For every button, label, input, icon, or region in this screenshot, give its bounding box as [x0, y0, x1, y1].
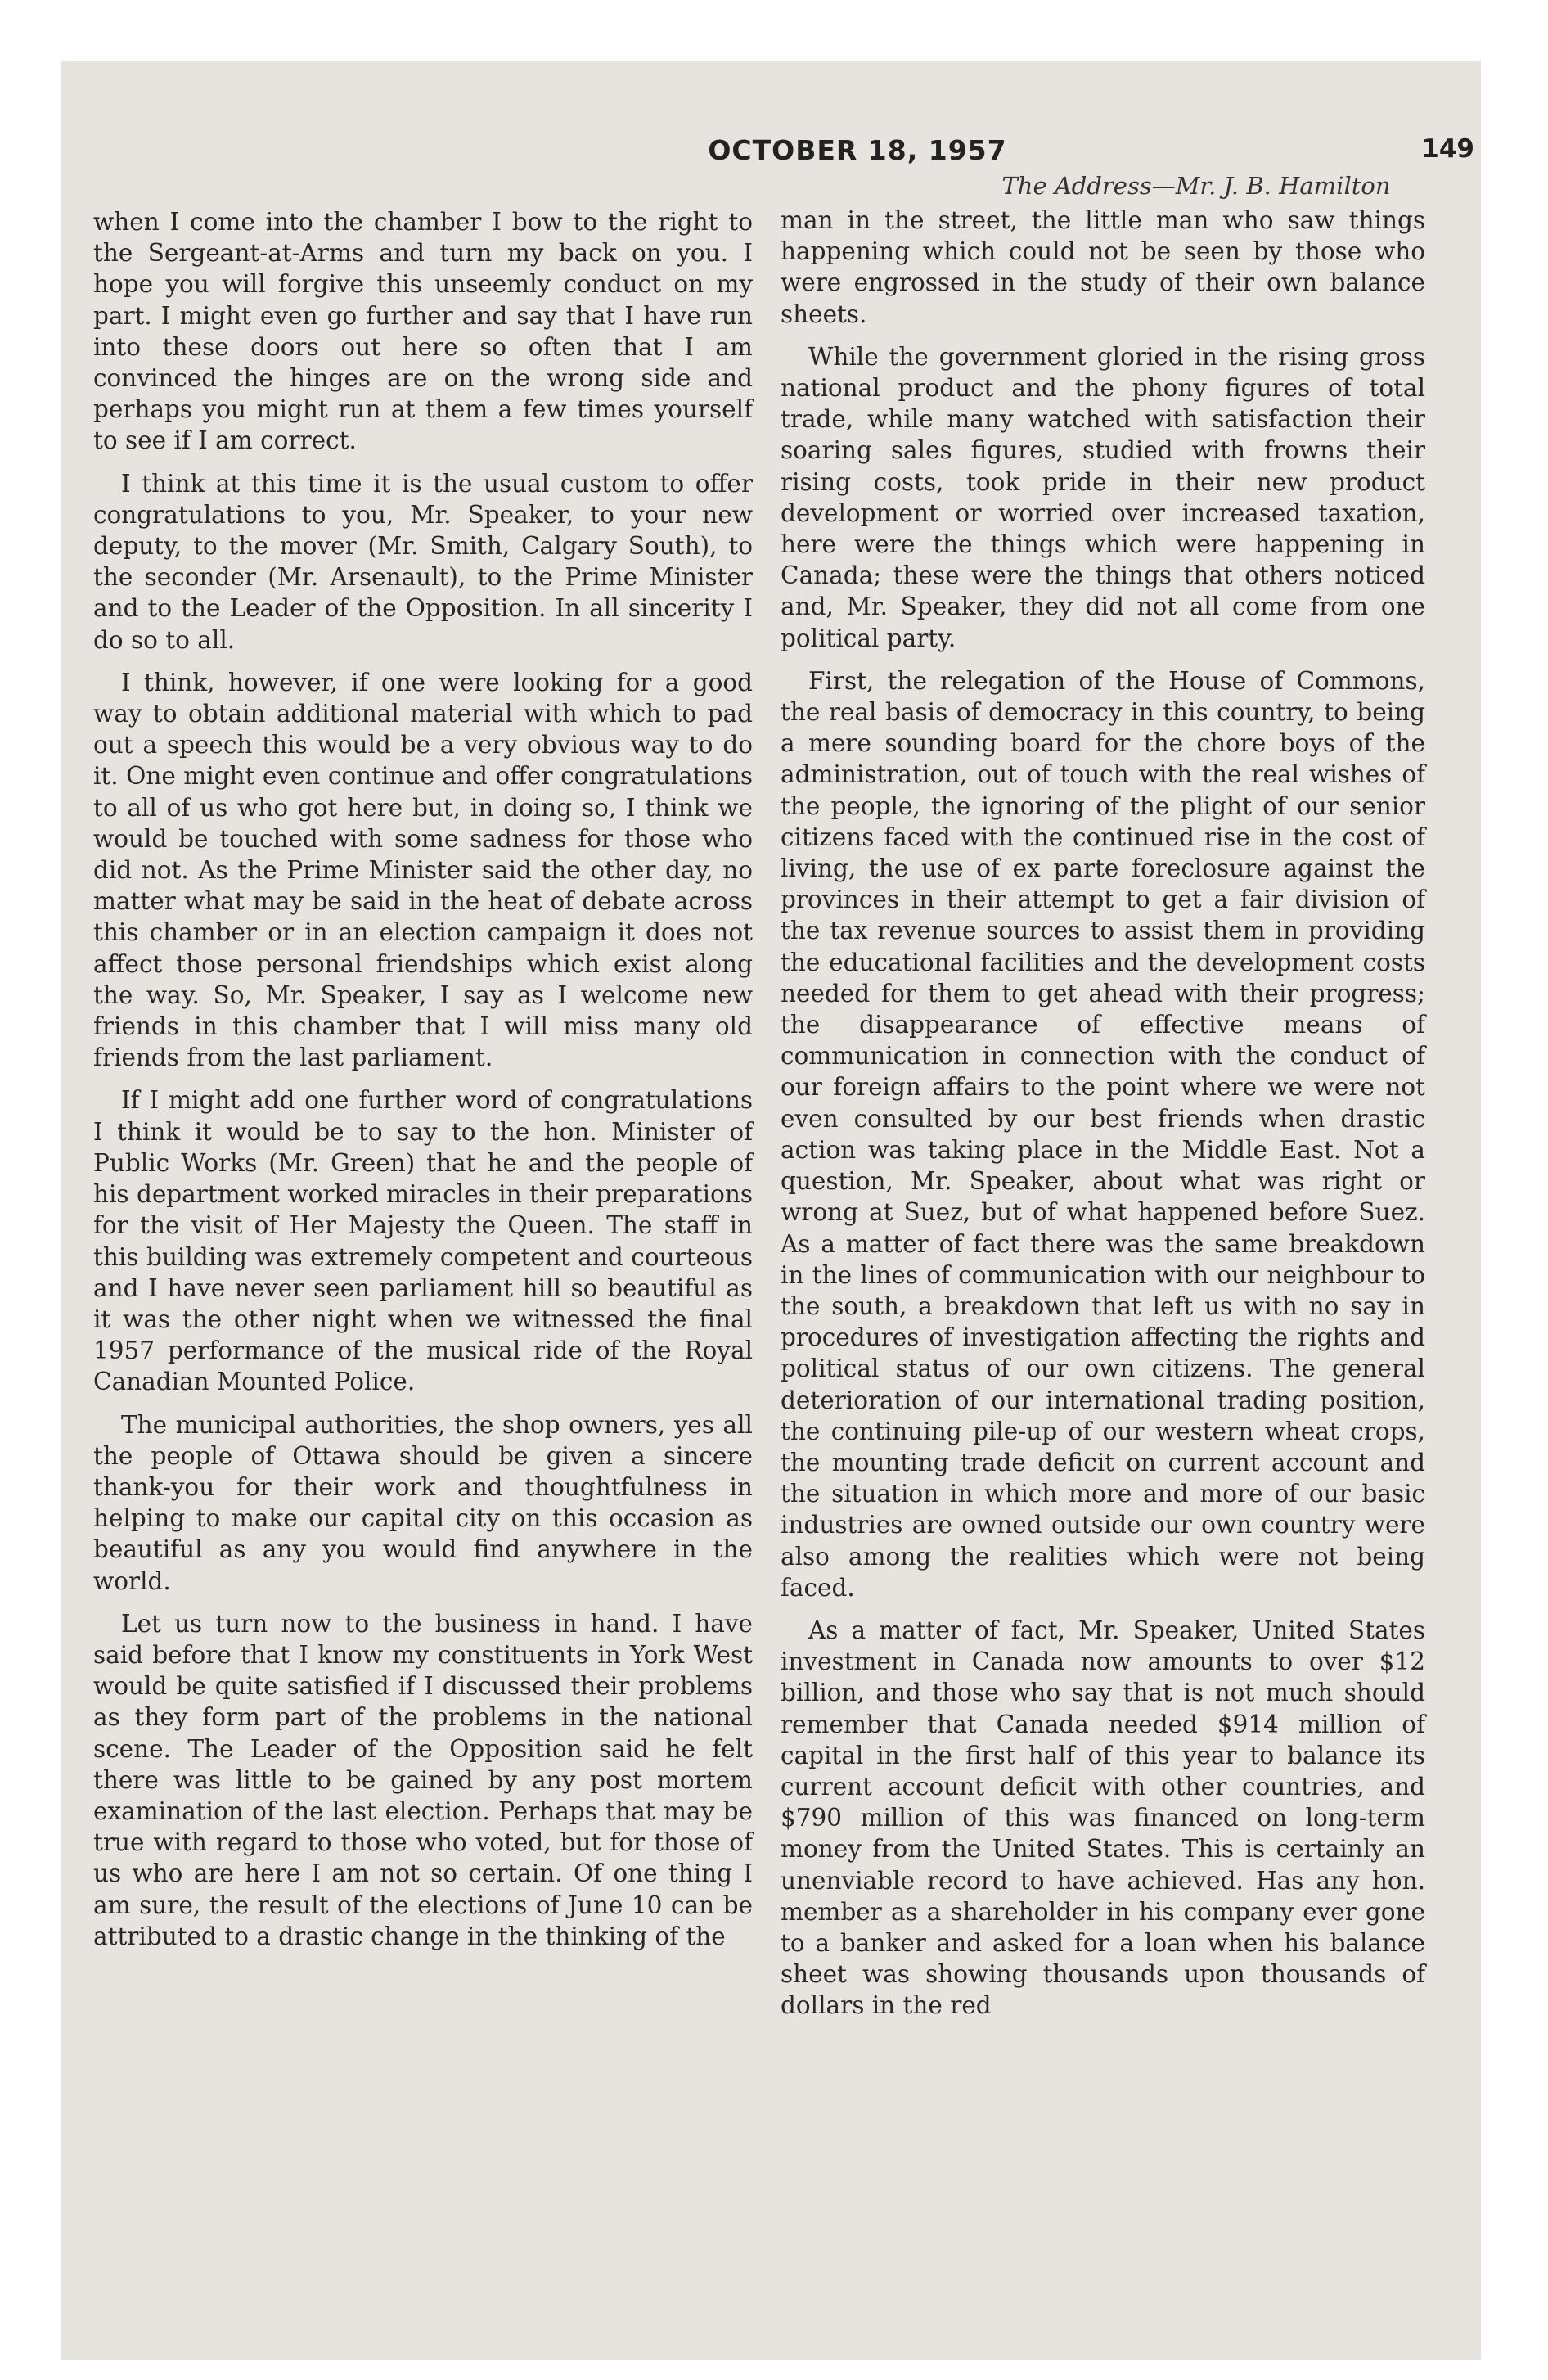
right-paragraph-3: First, the relegation of the House of Commons, the real basis of democracy in this country, to being a mere sounding board for the chore boys of the administration, out of touch with the real wishes of the people, the ignoring of the plight of our senior citizens faced with the continued rise in the cost of living, the use of ex parte foreclosure against the provinces in their attempt to get a fair division of the tax revenue sources to assist them in providing the educational facilities and the development costs needed for them to get ahead with their progress; the disappearance of effective means of communication in connection with the conduct of our foreign affairs to the point where we were not even consulted by our best friends when drastic action was taking place in the Middle East. Not a question, Mr. Speaker, about what was right or wrong at Suez, but of what happened before Suez. As a matter of fact there was the same breakdown in the lines of communication with our neighbour to the south, a breakdown that left us with no say in procedures of investigation affecting the rights and political status of our own citizens. The general deterioration of our international trading position, the continuing pile-up of our western wheat crops, the mounting trade deficit on current account and the situation in which more and more of our basic industries are owned outside our own country were also among the realities which were not being faced.	[781, 666, 1425, 1602]
left-column	[93, 206, 753, 1963]
right-paragraph-2: While the government gloried in the rising gross national product and the phony figures of total trade, while many watched with satisfaction their soaring sales figures, studied with frowns their rising costs, took pride in their new product development or worried over increased taxation, here were the things which were happening in Canada; these were the things that others noticed and, Mr. Speaker, they did not all come from one political party.	[781, 342, 1425, 652]
left-paragraph-5: The municipal authorities, the shop owners, yes all the people of Ottawa should be given a sincere thank-you for their work and thoughtfulness in helping to make our capital city on this occasion as beautiful as any you would find anywhere in the world.	[93, 1410, 753, 1595]
page-number: 149	[1421, 134, 1474, 164]
page-date-title: OCTOBER 18, 1957	[708, 134, 1007, 166]
left-paragraph-2: I think at this time it is the usual custom to offer congratulations to you, Mr. Speaker, to your new deputy, to the mover (Mr. Smith, Calgary South), to the seconder (Mr. Arsenault), to the Prime Minister and to the Leader of the Opposition. In all sincerity I do so to all.	[93, 469, 753, 654]
right-paragraph-1: man in the street, the little man who saw things happening which could not be seen by those who were engrossed in the study of their own balance sheets.	[781, 206, 1425, 328]
left-paragraph-3: I think, however, if one were looking for a good way to obtain additional material with which to pad out a speech this would be a very obvious way to do it. One might even continue and offer congratulations to all of us who got here but, in doing so, I think we would be touched with some sadness for those who did not. As the Prime Minister said the other day, no matter what may be said in the heat of debate across this chamber or in an election campaign it does not affect those personal friendships which exist along the way. So, Mr. Speaker, I say as I welcome new friends in this chamber that I will miss many old friends from the last parliament.	[93, 668, 753, 1072]
left-paragraph-1: when I come into the chamber I bow to the right to the Sergeant-at-Arms and turn my back on you. I hope you will forgive this unseemly conduct on my part. I might even go further and say that I have run into these doors out here so often that I am convinced the hinges are on the wrong side and perhaps you might run at them a few times yourself to see if I am correct.	[93, 208, 753, 455]
right-paragraph-4: As a matter of fact, Mr. Speaker, United States investment in Canada now amounts to over $12 billion, and those who say that is not much should remember that Canada needed $914 million of capital in the first half of this year to balance its current account deficit with other countries, and $790 million of this was financed on long-term money from the United States. This is certainly an unenviable record to have achieved. Has any hon. member as a shareholder in his company ever gone to a banker and asked for a loan when his balance sheet was showing thousands upon thousands of dollars in the red	[781, 1616, 1425, 2020]
right-column	[781, 205, 1425, 2033]
left-paragraph-6: Let us turn now to the business in hand. I have said before that I know my constituents in York West would be quite satisfied if I discussed their problems as they form part of the problems in the national scene. The Leader of the Opposition said he felt there was little to be gained by any post mortem examination of the last election. Perhaps that may be true with regard to those who voted, but for those of us who are here I am not so certain. Of one thing I am sure, the result of the elections of June 10 can be attributed to a drastic change in the thinking of the	[93, 1609, 753, 1950]
running-head: The Address—Mr. J. B. Hamilton	[1001, 172, 1391, 200]
left-paragraph-4: If I might add one further word of congratulations I think it would be to say to the hon. Minister of Public Works (Mr. Green) that he and the people of his department worked miracles in their preparations for the visit of Her Majesty the Queen. The staff in this building was extremely competent and courteous and I have never seen parliament hill so beautiful as it was the other night when we witnessed the final 1957 performance of the musical ride of the Royal Canadian Mounted Police.	[93, 1086, 753, 1396]
